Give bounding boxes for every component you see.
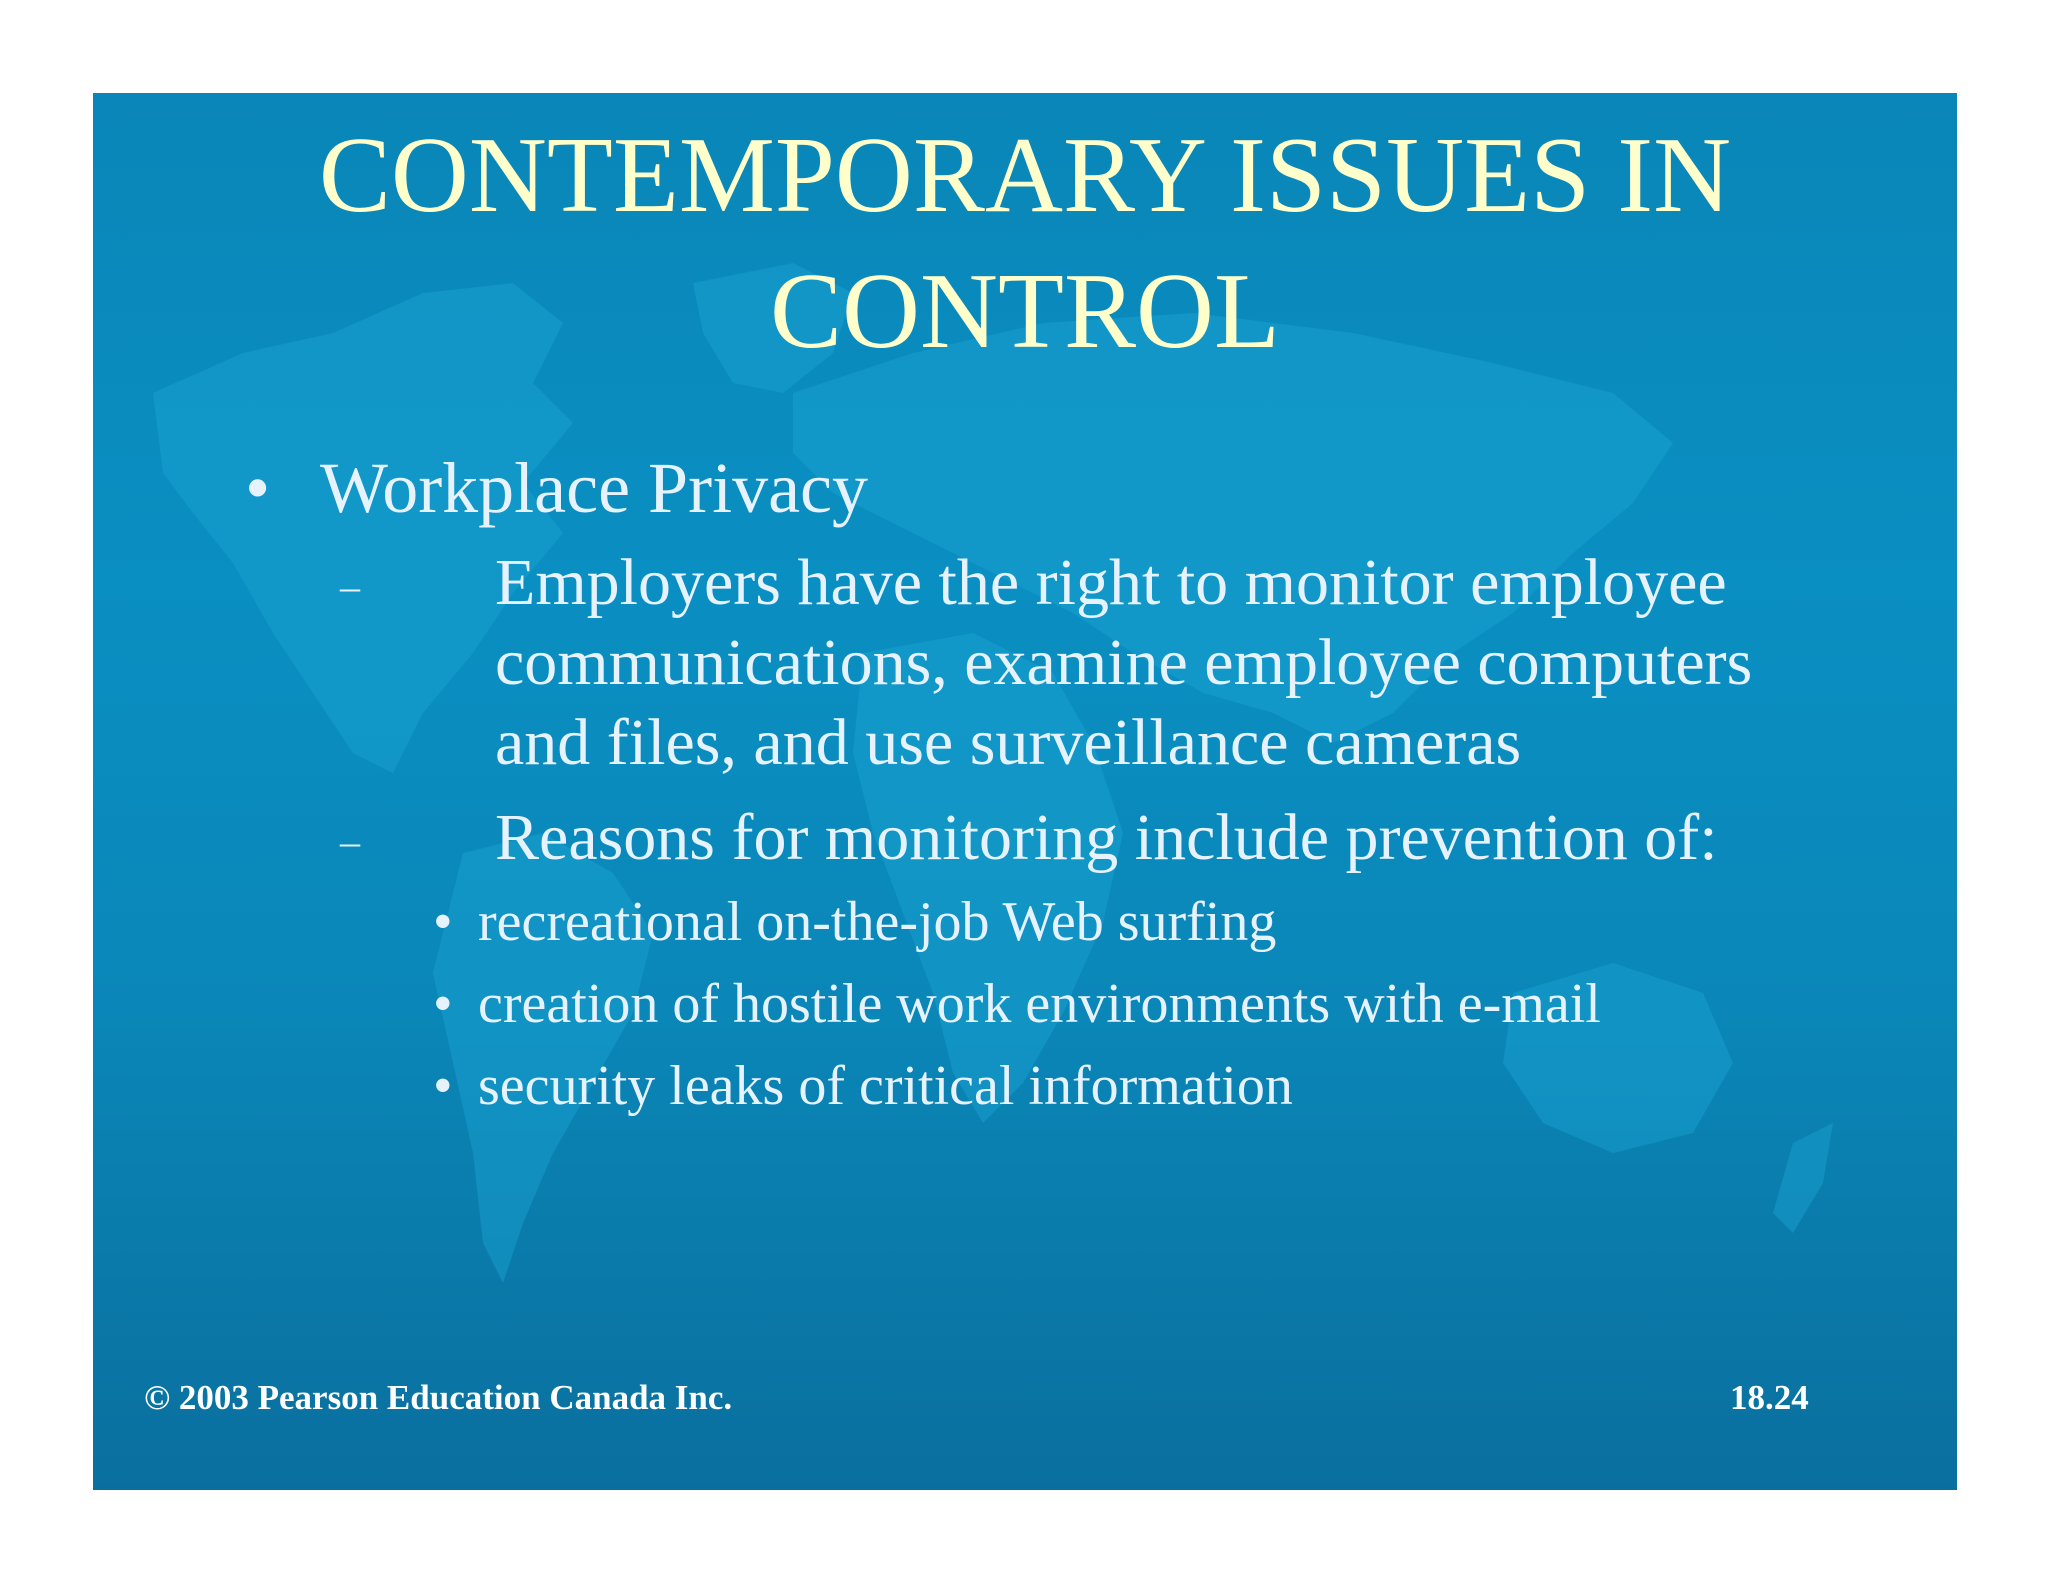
- bullet-icon: •: [433, 891, 453, 953]
- sub-bullet-line: Employers have the right to monitor employee: [495, 546, 1727, 619]
- list-item-text: security leaks of critical information: [478, 1055, 1293, 1117]
- sub-bullet-line: communications, examine employee computers: [495, 626, 1753, 699]
- bullet-text: Workplace Privacy: [320, 448, 868, 528]
- bullet-icon: •: [245, 448, 271, 528]
- dash-icon: –: [340, 819, 360, 864]
- dash-icon: –: [340, 564, 360, 609]
- slide-number: 18.24: [1730, 1378, 1809, 1417]
- sub-bullet-text: Reasons for monitoring include prevention of:: [495, 801, 1718, 874]
- slide-title-line-1: CONTEMPORARY ISSUES IN: [318, 116, 1732, 235]
- bullet-workplace-privacy: [245, 446, 868, 530]
- slide-title-line-2: CONTROL: [770, 252, 1280, 371]
- list-item: [433, 1053, 1293, 1119]
- slide: [93, 93, 1957, 1490]
- list-item: [433, 889, 1276, 955]
- bullet-icon: •: [433, 1055, 453, 1117]
- list-item-text: creation of hostile work environments with e-mail: [478, 973, 1601, 1035]
- bullet-list: [93, 93, 1957, 1490]
- copyright-notice: © 2003 Pearson Education Canada Inc.: [144, 1378, 733, 1417]
- list-item-text: recreational on-the-job Web surfing: [478, 891, 1277, 953]
- sub-bullet-line: and files, and use surveillance cameras: [495, 706, 1522, 779]
- bullet-icon: •: [433, 973, 453, 1035]
- list-item: [433, 971, 1601, 1037]
